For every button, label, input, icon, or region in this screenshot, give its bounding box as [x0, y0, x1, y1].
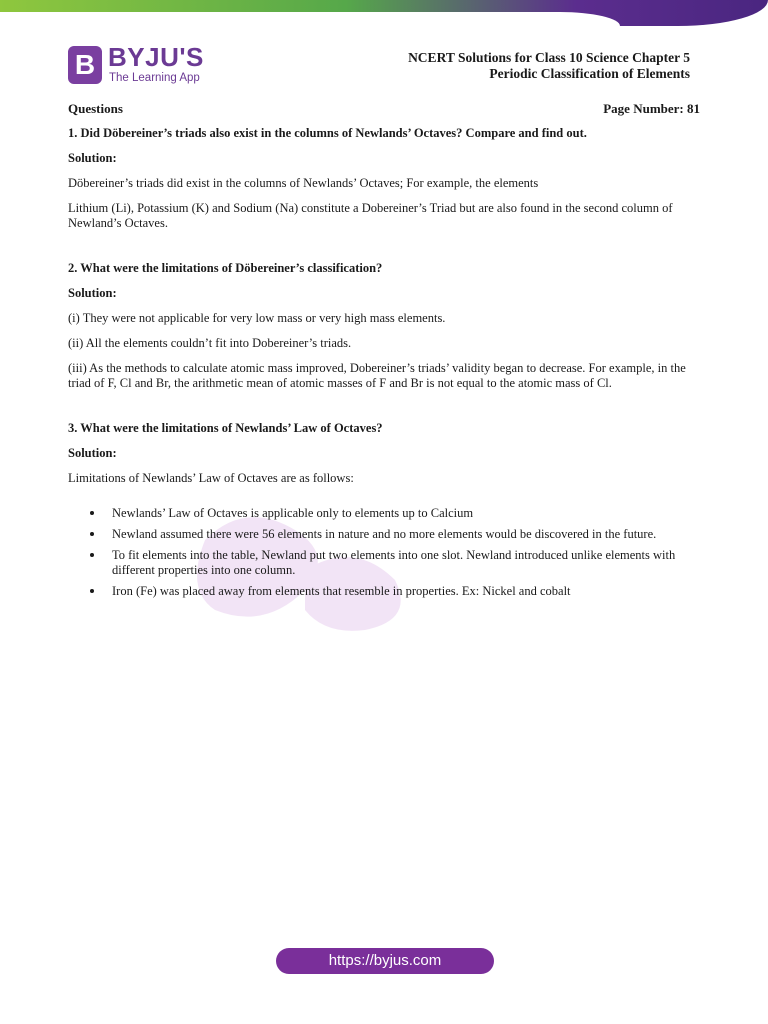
- top-band-cutout: [0, 12, 620, 26]
- list-item: Newlands’ Law of Octaves is applicable only to elements up to Calcium: [112, 506, 698, 521]
- website-link[interactable]: https://byjus.com: [276, 948, 494, 974]
- paragraph: Döbereiner’s triads did exist in the columns of Newlands’ Octaves; For example, the elements: [68, 176, 539, 190]
- question-text: 2. What were the limitations of Döbereiner’s classification?: [68, 261, 383, 275]
- paragraph: Lithium (Li), Potassium (K) and Sodium (Na) constitute a Dobereiner’s Triad but are also found in the second column of Newland’s Octaves.: [68, 201, 673, 230]
- question-text: 3. What were the limitations of Newlands’ Law of Octaves?: [68, 421, 383, 435]
- list-item: Iron (Fe) was placed away from elements that resemble in properties. Ex: Nickel and cobalt: [112, 584, 698, 599]
- solution-label: Solution:: [68, 151, 117, 165]
- question-block-2: [68, 261, 698, 391]
- limitations-list: [68, 506, 698, 599]
- question-block-1: [68, 126, 698, 231]
- list-item: To fit elements into the table, Newland put two elements into one slot. Newland introduced unlike elements with different properties into one column.: [112, 548, 698, 578]
- meta-row: [68, 101, 700, 117]
- question-text: 1. Did Döbereiner’s triads also exist in the columns of Newlands’ Octaves? Compare and find out.: [68, 126, 587, 140]
- page-number: Page Number: 81: [603, 101, 700, 116]
- header-line-2: Periodic Classification of Elements: [489, 66, 690, 81]
- document-body: [68, 126, 698, 605]
- questions-label: Questions: [68, 101, 123, 116]
- logo-mark: B: [68, 46, 102, 84]
- byjus-logo: [68, 44, 238, 88]
- question-block-3: [68, 421, 698, 599]
- paragraph: (iii) As the methods to calculate atomic mass improved, Dobereiner’s triads’ validity began to decrease. For example, in the triad of F, Cl and Br, the arithmetic mean of atomic masses of F and Br is not equal to the atomic mass of Cl.: [68, 361, 686, 390]
- list-item: Newland assumed there were 56 elements in nature and no more elements would be discovered in the future.: [112, 527, 698, 542]
- logo-name: BYJU'S: [108, 42, 204, 72]
- solution-label: Solution:: [68, 446, 117, 460]
- paragraph: Limitations of Newlands’ Law of Octaves are as follows:: [68, 471, 354, 485]
- logo-tagline: The Learning App: [109, 72, 200, 84]
- paragraph: (ii) All the elements couldn’t fit into Dobereiner’s triads.: [68, 336, 352, 350]
- document-header: [408, 50, 690, 82]
- solution-label: Solution:: [68, 286, 117, 300]
- header-line-1: NCERT Solutions for Class 10 Science Chapter 5: [408, 50, 690, 65]
- paragraph: (i) They were not applicable for very low mass or very high mass elements.: [68, 311, 446, 325]
